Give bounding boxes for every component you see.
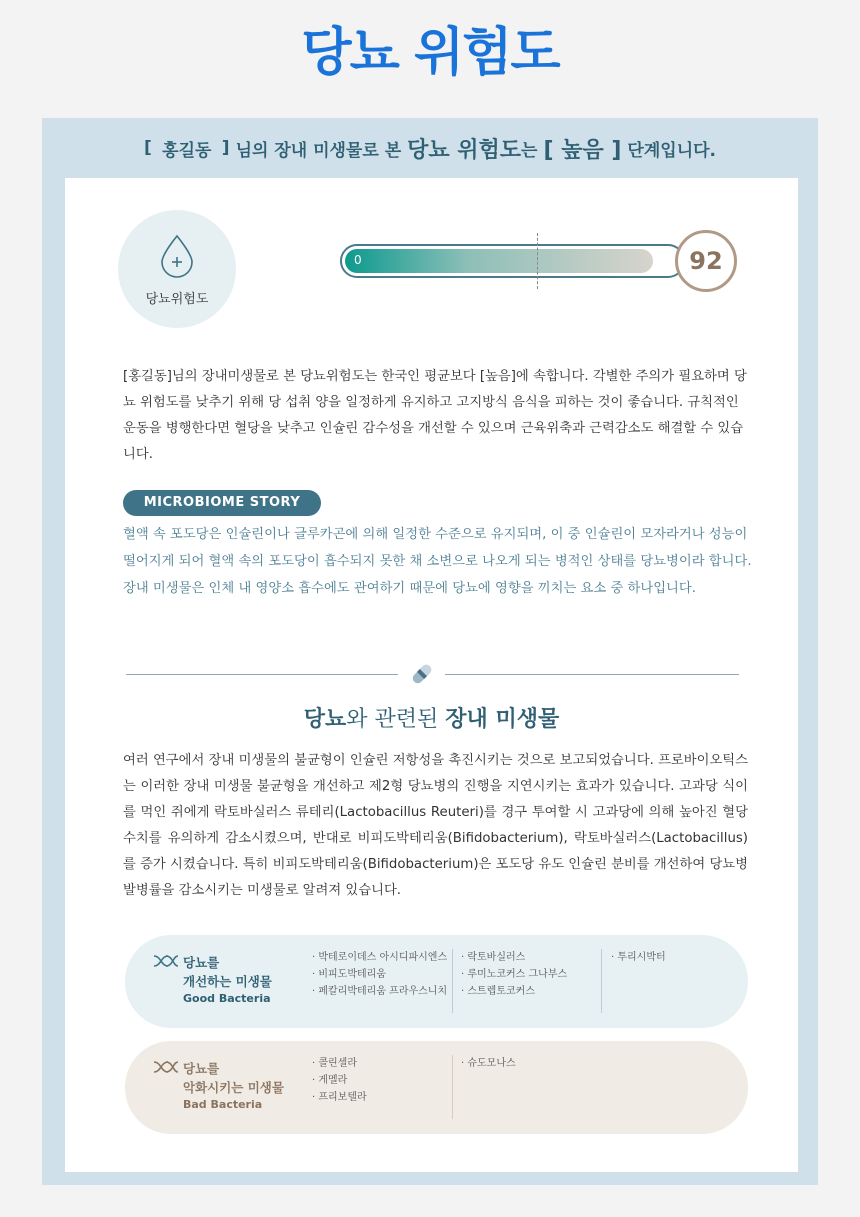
section-title-bold1: 당뇨 xyxy=(303,707,347,732)
list-item: · 비피도박테리움 xyxy=(312,969,386,980)
list-item: · 프리보텔라 xyxy=(312,1092,367,1103)
risk-gauge xyxy=(340,244,685,278)
risk-banner xyxy=(42,118,818,178)
bad-bacteria-col1 xyxy=(312,1055,367,1106)
bad-bacteria-col2 xyxy=(461,1055,516,1072)
report-content xyxy=(65,178,798,1172)
list-item: · 콜린셀라 xyxy=(312,1058,357,1069)
page-title: 당뇨 위험도 xyxy=(301,23,559,83)
column-divider xyxy=(452,949,453,1013)
dna-icon xyxy=(153,1059,179,1075)
banner-bracket-open: [ xyxy=(144,138,152,158)
banner-text2: 는 xyxy=(521,140,538,161)
risk-summary: [홍길동]님의 장내미생물로 본 당뇨위험도는 한국인 평균보다 [높음]에 속합니다. 각별한 주의가 필요하며 당뇨 위험도를 낮추기 위해 당 섭취 양을 일정하게 유지하고 고지방식 음식을 피하는 것이 좋습니다. 규칙적인 운동을 병행한다면 혈당을 낮추고 인슐린 감수성을 개선할 수 있으며 근육위축과 근력감소도 해결할 수 있습니다. xyxy=(123,369,747,462)
banner-user-name: 홍길동 xyxy=(162,140,212,161)
good-bacteria-box xyxy=(125,935,748,1028)
risk-icon-circle xyxy=(118,210,236,328)
column-divider xyxy=(601,949,602,1013)
good-bacteria-title: 당뇨를 개선하는 미생물 xyxy=(183,955,272,989)
risk-score: 92 xyxy=(675,230,737,292)
divider-line-right xyxy=(445,674,739,675)
report-panel xyxy=(42,118,818,1185)
microbiome-story-text: 혈액 속 포도당은 인슐린이나 글루카곤에 의해 일정한 수준으로 유지되며, 이 중 인슐린이 모자라거나 성능이 떨어지게 되어 혈액 속의 포도당이 흡수되지 못한 채 소변으로 나오게 되는 병적인 상태를 당뇨병이라 합니다. 장내 미생물은 인체 내 영양소 흡수에도 관여하기 때문에 당뇨에 영향을 끼치는 요소 중 하나입니다. xyxy=(123,527,752,596)
list-item: · 루미노코커스 그나부스 xyxy=(461,969,568,980)
capsule-icon xyxy=(408,660,436,688)
section-body: 여러 연구에서 장내 미생물의 불균형이 인슐린 저항성을 촉진시키는 것으로 보고되었습니다. 프로바이오틱스는 이러한 장내 미생물 불균형을 개선하고 제2형 당뇨병의 진행을 지연시키는 효과가 있습니다. 고과당 식이를 먹인 쥐에게 락토바실러스 류테리(Lactobacillus Reuteri)를 경구 투여할 시 고과당에 의해 높아진 혈당 수치를 유의하게 감소시켰으며, 반대로 비피도박테리움(Bifidobacterium), 락토바실러스(Lactobacillus)를 증가 시켰습니다. 특히 비피도박테리움(Bifidobacterium)은 포도당 유도 인슐린 분비를 개선하여 당뇨병 발병률을 감소시키는 미생물로 알려져 있습니다. xyxy=(123,753,748,898)
list-item: · 스트렙토코커스 xyxy=(461,986,535,997)
bad-bacteria-box xyxy=(125,1041,748,1134)
banner-level: [ 높음 ] xyxy=(543,137,622,163)
section-title xyxy=(65,702,798,733)
risk-label: 당뇨위험도 xyxy=(145,292,209,307)
good-bacteria-col3 xyxy=(611,949,666,966)
banner-highlight: 당뇨 위험도 xyxy=(407,137,522,163)
divider-line-left xyxy=(126,674,398,675)
banner-text3: 단계입니다. xyxy=(627,140,716,161)
bad-bacteria-subtitle: Bad Bacteria xyxy=(183,1098,263,1111)
section-title-mid: 와 관련된 xyxy=(346,707,439,732)
section-title-bold2: 장내 미생물 xyxy=(445,707,560,732)
banner-bracket-close: ] xyxy=(221,138,230,158)
good-bacteria-col1 xyxy=(312,949,447,1000)
banner-text1: 님의 장내 미생물로 본 xyxy=(235,140,402,161)
good-bacteria-subtitle: Good Bacteria xyxy=(183,992,271,1005)
microbiome-story-pill: MICROBIOME STORY xyxy=(123,490,321,516)
bad-bacteria-title: 당뇨를 악화시키는 미생물 xyxy=(183,1061,284,1095)
drop-plus-icon xyxy=(158,234,196,278)
list-item: · 박테로이데스 아시디파시엔스 xyxy=(312,952,448,963)
list-item: · 페칼리박테리움 프라우스니치 xyxy=(312,986,448,997)
list-item: · 슈도모나스 xyxy=(461,1058,516,1069)
good-bacteria-col2 xyxy=(461,949,567,1000)
list-item: · 게멜라 xyxy=(312,1075,348,1086)
risk-gauge-fill xyxy=(345,249,653,273)
list-item: · 투리시박터 xyxy=(611,952,666,963)
column-divider xyxy=(452,1055,453,1119)
gauge-min-label: 0 xyxy=(354,253,362,267)
dna-icon xyxy=(153,953,179,969)
gauge-average-marker xyxy=(537,233,538,289)
list-item: · 락토바실러스 xyxy=(461,952,526,963)
